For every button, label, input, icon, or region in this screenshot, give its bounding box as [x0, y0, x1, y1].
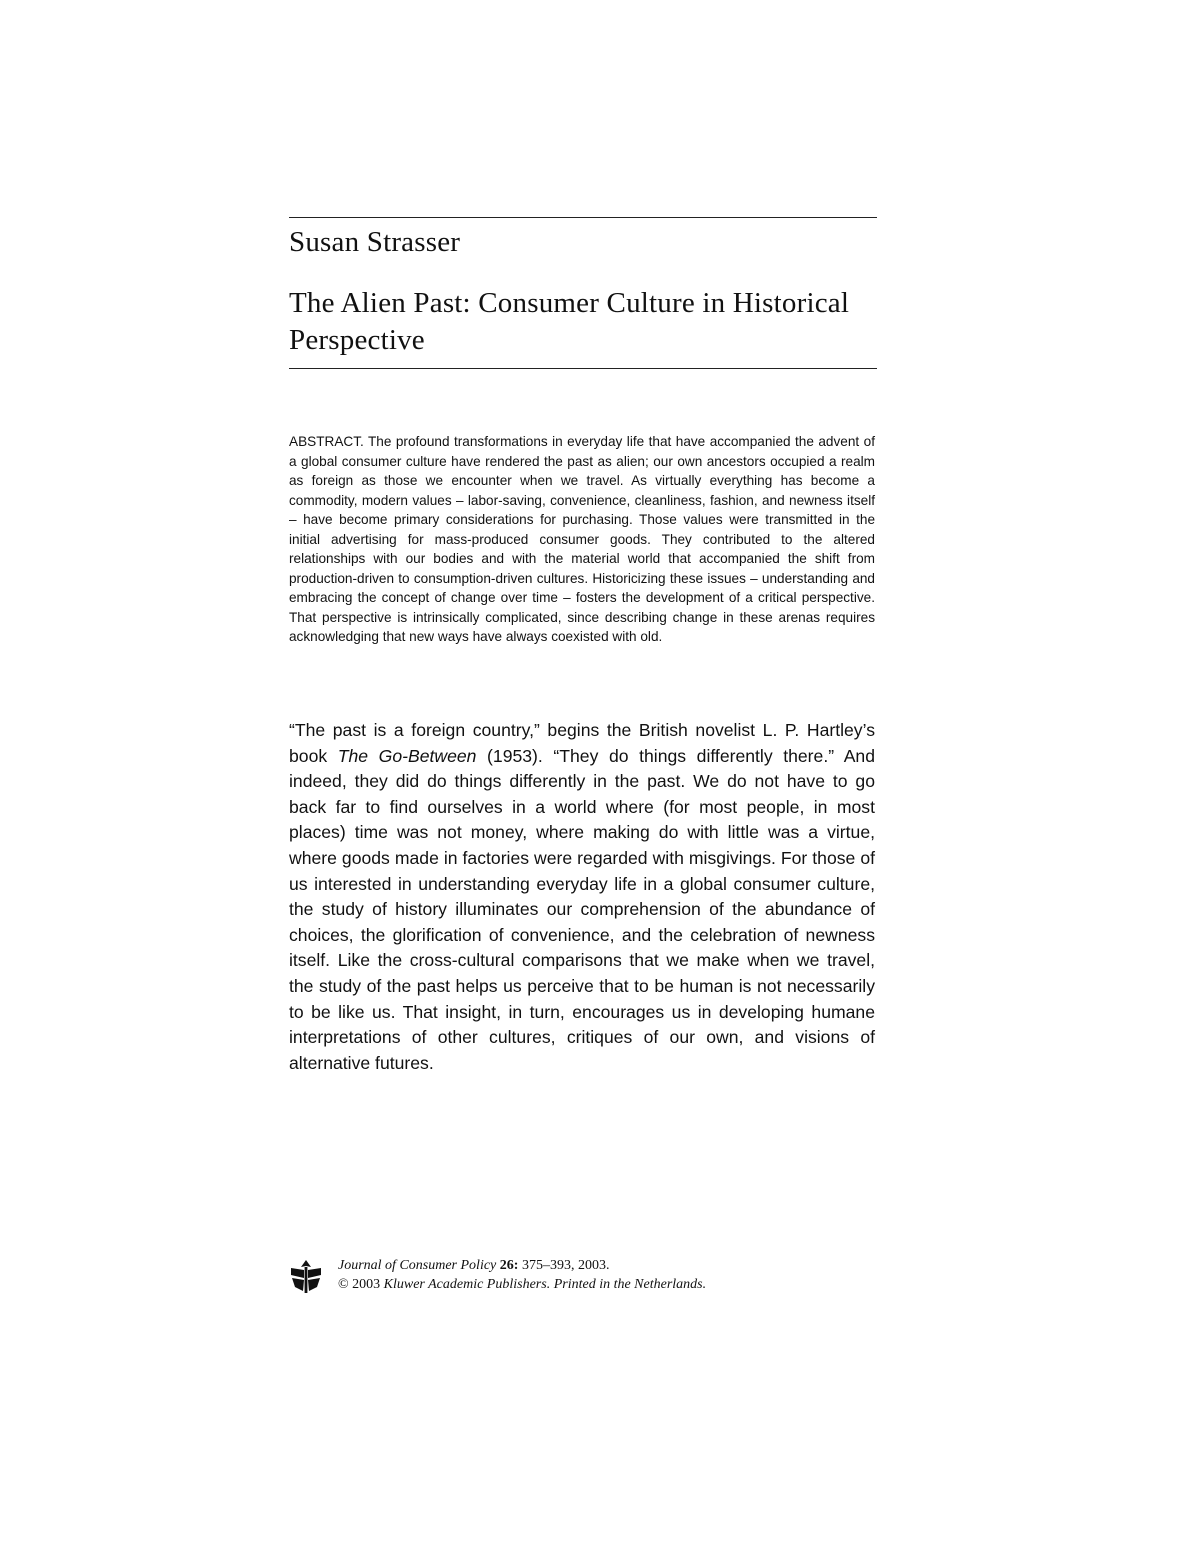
body-paragraph	[289, 718, 875, 1076]
copyright-year: © 2003	[338, 1277, 381, 1292]
footer-citation	[289, 1256, 889, 1300]
bottom-rule	[289, 368, 877, 369]
article-title: The Alien Past: Consumer Culture in Historical Perspective	[289, 287, 850, 356]
journal-name: Journal of Consumer Policy	[338, 1258, 497, 1273]
abstract-paragraph: ABSTRACT. The profound transformations in everyday life that have accompanied the advent of a global consumer culture have rendered the past as alien; our own ancestors occupied a realm as foreign as those we encounter when we travel. As virtually everything has become a commodity, modern values – labor-saving, convenience, cleanliness, fashion, and newness itself – have become primary considerations for purchasing. Those values were transmitted in the initial advertising for mass-produced consumer goods. They contributed to the altered relationships with our bodies and with the material world that accompanied the shift from production-driven to consumption-driven cultures. Historicizing these issues – understanding and embracing the concept of change over time – fosters the development of a critical perspective. That perspective is intrinsically complicated, since describing change in these arenas requires acknowledging that new ways have always coexisted with old.	[289, 434, 875, 644]
footer-text	[338, 1256, 706, 1294]
journal-volume: 26:	[499, 1258, 519, 1273]
citation-line	[338, 1256, 706, 1275]
top-rule	[289, 217, 877, 218]
journal-pages-year: 375–393, 2003.	[521, 1258, 610, 1273]
book-title: The Go-Between	[337, 745, 477, 766]
copyright-line	[338, 1275, 706, 1294]
body-text-part-2: (1953). “They do things differently there.” And indeed, they did do things differently in the past. We do not have to go back far to find ourselves in a world where (for most people, in most places) time was not money, where making do with little was a virtue, where goods made in factories were regarded with misgivings. For those of us interested in understanding everyday life in a global consumer culture, the study of history illuminates our comprehension of the abundance of choices, the glorification of convenience, and the celebration of newness itself. Like the cross-cultural comparisons that we make when we travel, the study of the past helps us perceive that to be human is not necessarily to be like us. That insight, in turn, encourages us in developing humane interpretations of other cultures, critiques of our own, and visions of alternative futures.	[289, 745, 875, 1073]
publisher-name: Kluwer Academic Publishers. Printed in the Netherlands.	[383, 1277, 707, 1292]
publisher-logo-icon	[289, 1258, 323, 1294]
author-name: Susan Strasser	[289, 226, 461, 258]
body-text-part-1: “The past is a foreign country,” begins the British novelist L. P. Hartley’s book	[289, 720, 875, 766]
